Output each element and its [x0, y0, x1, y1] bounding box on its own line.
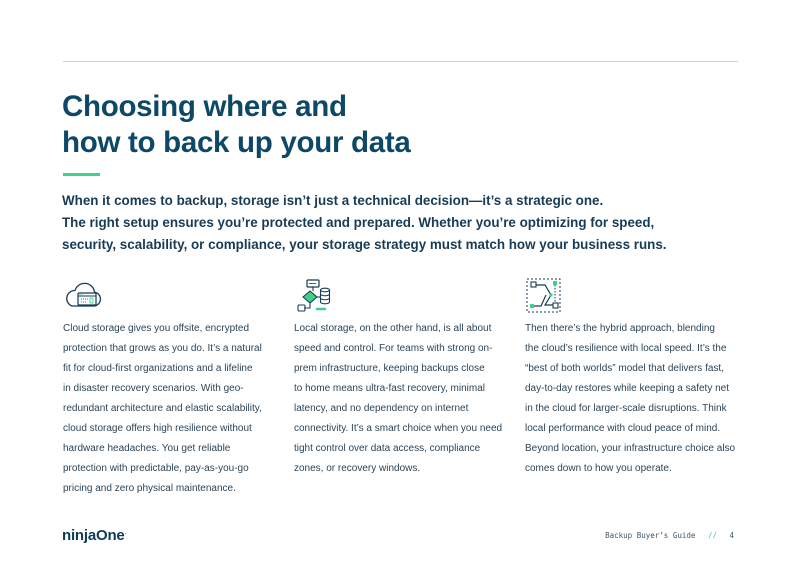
body-line: day-to-day restores while keeping a safety net [525, 383, 729, 394]
body-line: in disaster recovery scenarios. With geo- [63, 383, 244, 394]
body-line: speed and control. For teams with strong on- [294, 343, 493, 354]
logo-wordmark: ninjaOne [62, 527, 125, 544]
local-storage-icon [294, 276, 334, 316]
body-line: comes down to how you operate. [525, 463, 672, 474]
body-line: in the cloud for larger-scale disruptions. Think [525, 403, 727, 414]
body-line: Cloud storage gives you offsite, encrypted [63, 323, 250, 334]
body-line: redundant architecture and elastic scalability, [63, 403, 262, 414]
body-line: the cloud’s resilience with local speed. It’s the [525, 343, 727, 354]
lead-line: When it comes to backup, storage isn’t just a technical decision—it’s a strategic one. [62, 193, 604, 208]
footer-doc-title: Backup Buyer’s Guide [605, 531, 696, 540]
body-line: pricing and zero physical maintenance. [63, 483, 236, 494]
lead-paragraph [62, 190, 742, 256]
hybrid-approach-column [525, 276, 743, 474]
body-line: protection that grows as you do. It’s a natural [63, 343, 262, 354]
body-line: connectivity. It’s a smart choice when you need [294, 423, 503, 434]
local-storage-text [294, 319, 516, 479]
logo-mark: . [124, 529, 127, 536]
hybrid-network-icon [525, 276, 565, 316]
body-line: Then there’s the hybrid approach, blending [525, 323, 715, 334]
body-line: prem infrastructure, keeping backups close [294, 363, 485, 374]
top-divider [63, 61, 738, 62]
body-line: to home means ultra-fast recovery, minimal [294, 383, 485, 394]
body-line: “best of both worlds” model that delivers fast, [525, 363, 724, 374]
body-line: zones, or recovery windows. [294, 463, 421, 474]
body-line: protection with predictable, pay-as-you-go [63, 463, 249, 474]
page-title-line-1: Choosing where and [62, 90, 347, 123]
body-line: fit for cloud-first organizations and a lifeline [63, 363, 253, 374]
body-line: Beyond location, your infrastructure choice also [525, 443, 736, 454]
page-footer [605, 531, 734, 540]
page-number: 4 [729, 531, 734, 540]
local-storage-column [294, 276, 512, 474]
lead-line: security, scalability, or compliance, your storage strategy must match how your business runs. [62, 237, 667, 252]
ninjaone-logo [62, 527, 126, 544]
body-line: local performance with cloud peace of mind. [525, 423, 721, 434]
body-line: Local storage, on the other hand, is all about [294, 323, 492, 334]
page-title [62, 89, 702, 161]
lead-line: The right setup ensures you’re protected and prepared. Whether you’re optimizing for speed, [62, 215, 655, 230]
footer-separator: // [707, 531, 717, 540]
hybrid-approach-text [525, 319, 747, 479]
cloud-storage-text [63, 319, 285, 499]
body-line: hardware headaches. You get reliable [63, 443, 231, 454]
title-accent-bar [63, 173, 100, 176]
cloud-storage-icon [63, 276, 103, 316]
body-line: cloud storage offers high resilience without [63, 423, 252, 434]
body-line: tight control over data access, compliance [294, 443, 481, 454]
body-line: latency, and no dependency on internet [294, 403, 469, 414]
page-title-line-2: how to back up your data [62, 126, 411, 159]
cloud-storage-column [63, 276, 281, 494]
